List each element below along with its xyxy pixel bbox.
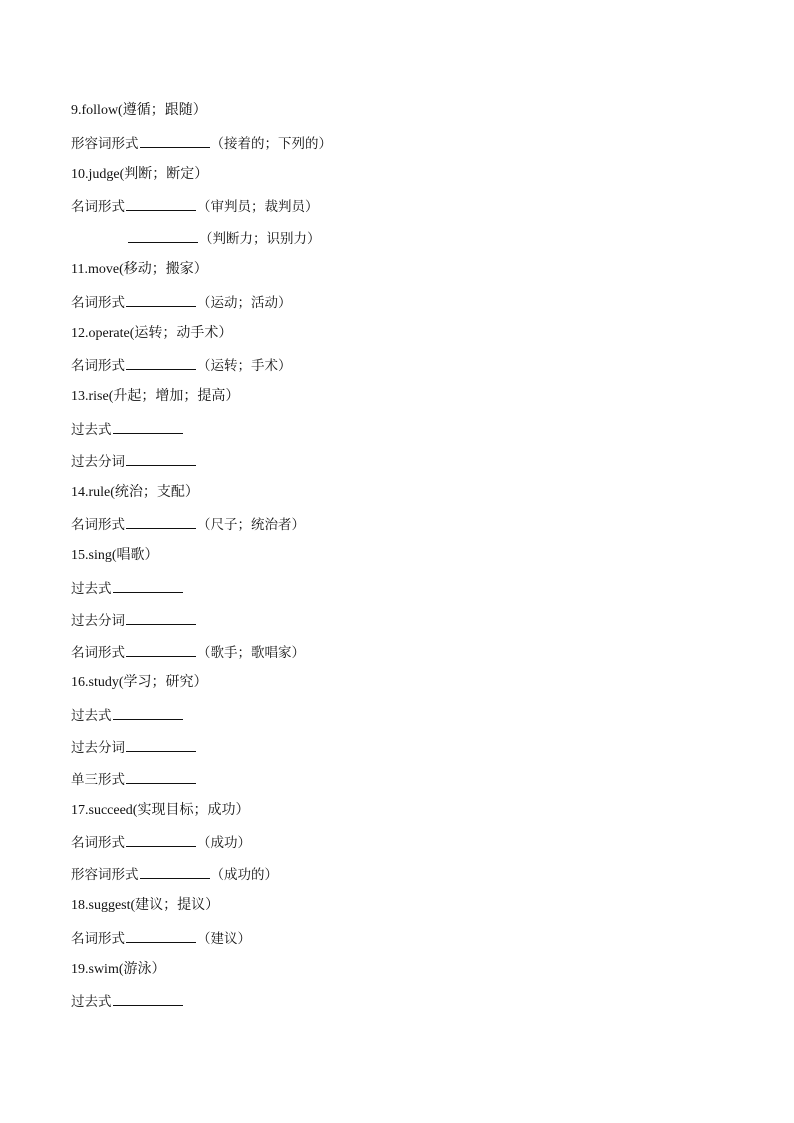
answer-blank[interactable] <box>140 864 210 879</box>
line-label: 名词形式 <box>71 199 125 216</box>
fill-in-line <box>71 642 751 674</box>
line-label: 过去式 <box>71 580 112 597</box>
word-heading-text: 19.swim(游泳） <box>71 961 166 977</box>
line-label: 名词形式 <box>71 644 125 661</box>
fill-in-line <box>71 991 751 1023</box>
meaning-hint: （歌手；歌唱家） <box>197 644 305 661</box>
answer-blank[interactable] <box>140 133 210 148</box>
answer-blank[interactable] <box>126 610 196 625</box>
answer-blank[interactable] <box>126 355 196 370</box>
word-heading-text: 18.suggest(建议；提议） <box>71 897 220 913</box>
fill-in-line <box>71 832 751 864</box>
line-label: 名词形式 <box>71 517 125 534</box>
meaning-hint: （接着的；下列的） <box>210 135 332 152</box>
meaning-hint: （成功的） <box>210 867 278 884</box>
word-heading-text: 15.sing(唱歌） <box>71 548 159 564</box>
fill-in-line <box>71 419 751 451</box>
word-heading <box>71 673 751 705</box>
answer-blank[interactable] <box>113 419 183 434</box>
answer-blank[interactable] <box>126 292 196 307</box>
answer-blank[interactable] <box>126 514 196 529</box>
word-heading-text: 17.succeed(实现目标；成功） <box>71 802 250 818</box>
meaning-hint: （成功） <box>197 835 251 852</box>
word-heading-text: 9.follow(遵循；跟随） <box>71 103 207 118</box>
fill-in-line <box>71 514 751 546</box>
line-label: 过去分词 <box>71 453 125 470</box>
fill-in-line <box>71 355 751 387</box>
line-label: 过去式 <box>71 421 112 438</box>
fill-in-line <box>71 864 751 896</box>
word-heading <box>71 801 751 833</box>
fill-in-line <box>71 196 751 228</box>
fill-in-line <box>71 769 751 801</box>
fill-in-line <box>71 737 751 769</box>
word-heading-text: 13.rise(升起；增加；提高） <box>71 389 240 405</box>
line-label: 名词形式 <box>71 930 125 947</box>
answer-blank[interactable] <box>126 769 196 784</box>
word-heading <box>71 324 751 356</box>
answer-blank[interactable] <box>126 832 196 847</box>
exercise-lines <box>71 101 751 1023</box>
word-heading <box>71 165 751 197</box>
word-heading <box>71 483 751 515</box>
fill-in-line <box>71 292 751 324</box>
fill-in-line <box>71 451 751 483</box>
answer-blank[interactable] <box>113 578 183 593</box>
meaning-hint: （判断力；识别力） <box>199 231 321 248</box>
meaning-hint: （建议） <box>197 930 251 947</box>
word-heading <box>71 960 751 992</box>
meaning-hint: （审判员；裁判员） <box>197 199 319 216</box>
word-heading-text: 16.study(学习；研究） <box>71 675 208 691</box>
line-label: 单三形式 <box>71 771 125 788</box>
answer-blank[interactable] <box>128 228 198 243</box>
meaning-hint: （尺子；统治者） <box>197 517 305 534</box>
fill-in-line <box>71 133 751 165</box>
line-label: 过去分词 <box>71 739 125 756</box>
line-label: 形容词形式 <box>71 135 139 152</box>
word-heading-text: 12.operate(运转；动手术） <box>71 325 233 341</box>
word-heading-text: 11.move(移动；搬家） <box>71 261 208 277</box>
answer-blank[interactable] <box>126 737 196 752</box>
fill-in-line <box>71 705 751 737</box>
answer-blank[interactable] <box>126 196 196 211</box>
fill-in-line <box>71 228 751 260</box>
word-heading <box>71 896 751 928</box>
fill-in-line <box>71 578 751 610</box>
word-heading <box>71 387 751 419</box>
line-label: 名词形式 <box>71 835 125 852</box>
answer-blank[interactable] <box>113 705 183 720</box>
line-label: 名词形式 <box>71 294 125 311</box>
answer-blank[interactable] <box>126 642 196 657</box>
answer-blank[interactable] <box>126 451 196 466</box>
meaning-hint: （运动；活动） <box>197 294 292 311</box>
fill-in-line <box>71 928 751 960</box>
answer-blank[interactable] <box>126 928 196 943</box>
answer-blank[interactable] <box>113 991 183 1006</box>
meaning-hint: （运转；手术） <box>197 358 292 375</box>
line-label: 过去分词 <box>71 612 125 629</box>
word-heading <box>71 546 751 578</box>
word-heading <box>71 260 751 292</box>
word-heading-text: 14.rule(统治；支配） <box>71 484 199 500</box>
word-heading <box>71 101 751 133</box>
line-label: 过去式 <box>71 994 112 1011</box>
word-heading-text: 10.judge(判断；断定） <box>71 166 209 182</box>
line-label: 过去式 <box>71 708 112 725</box>
fill-in-line <box>71 610 751 642</box>
line-label: 形容词形式 <box>71 867 139 884</box>
line-label: 名词形式 <box>71 358 125 375</box>
